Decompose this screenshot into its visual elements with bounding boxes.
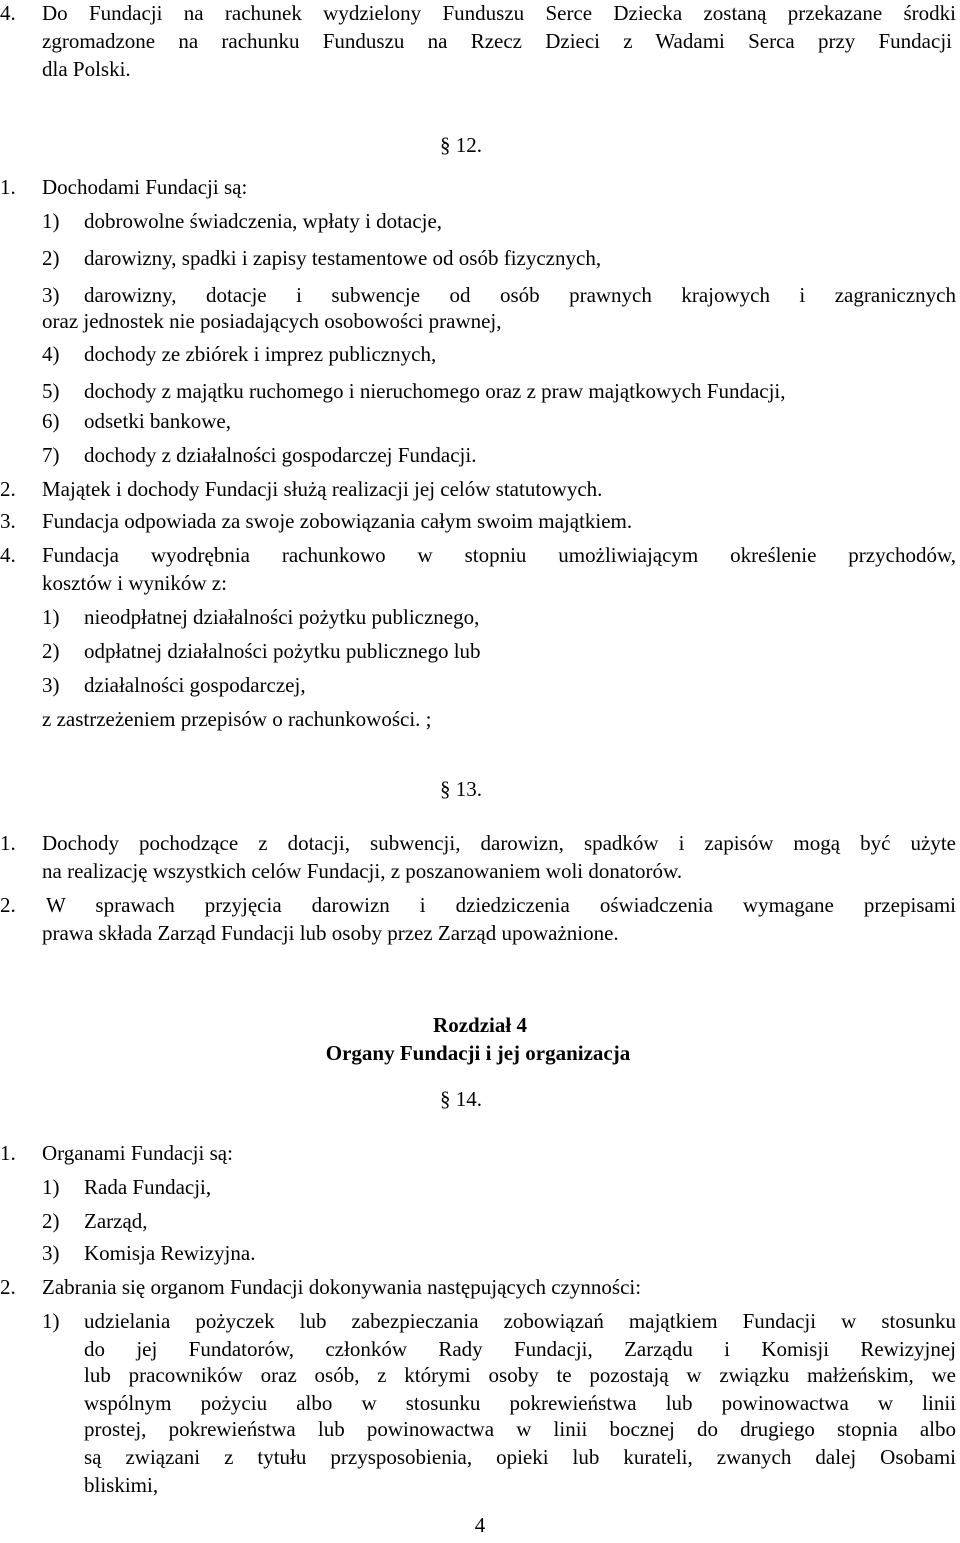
item-number: 1. bbox=[0, 1141, 16, 1165]
subitem-number: 1) bbox=[42, 1309, 60, 1333]
item-text: Dochodami Fundacji są: bbox=[42, 175, 248, 199]
subitem-text: do jej Fundatorów, członków Rady Fundacji, Zarządu i Komisji Rewizyjnej bbox=[84, 1337, 956, 1361]
subitem-text: darowizny, spadki i zapisy testamentowe od osób fizycznych, bbox=[84, 246, 602, 270]
subitem-text: odpłatnej działalności pożytku publicznego lub bbox=[84, 639, 481, 663]
subitem-number: 6) bbox=[42, 409, 60, 433]
page-number: 4 bbox=[474, 1513, 486, 1537]
subitem-text: lub pracowników oraz osób, z którymi osoby te pozostają w związku małżeńskim, we bbox=[84, 1363, 956, 1387]
section-sign: § 14. bbox=[440, 1087, 482, 1111]
subitem-text: dochody z majątku ruchomego i nieruchomego oraz z praw majątkowych Fundacji, bbox=[84, 379, 786, 403]
item-text: Majątek i dochody Fundacji służą realizacji jej celów statutowych. bbox=[42, 477, 603, 501]
item-number: 2. bbox=[0, 1275, 16, 1299]
subitem-number: 3) bbox=[42, 283, 60, 307]
subitem-text: są związani z tytułu przysposobienia, opieki lub kurateli, zwanych dalej Osobami bbox=[84, 1445, 956, 1469]
subitem-number: 2) bbox=[42, 246, 60, 270]
item-text: W sprawach przyjęcia darowizn i dziedziczenia oświadczenia wymagane przepisami bbox=[46, 893, 956, 917]
item-number: 2. bbox=[0, 893, 16, 917]
subitem-text: Komisja Rewizyjna. bbox=[84, 1241, 256, 1265]
subitem-text: dochody ze zbiórek i imprez publicznych, bbox=[84, 342, 437, 366]
item-text: Zabrania się organom Fundacji dokonywania następujących czynności: bbox=[42, 1275, 642, 1299]
subitem-text: dochody z działalności gospodarczej Fundacji. bbox=[84, 443, 477, 467]
item-number: 2. bbox=[0, 477, 16, 501]
subitem-number: 2) bbox=[42, 1209, 60, 1233]
subitem-text: udzielania pożyczek lub zabezpieczania zobowiązań majątkiem Fundacji w stosunku bbox=[84, 1309, 956, 1333]
item-text: Dochody pochodzące z dotacji, subwencji, darowizn, spadków i zapisów mogą być użyte bbox=[42, 831, 956, 855]
item-text: na realizację wszystkich celów Fundacji, z poszanowaniem woli donatorów. bbox=[42, 859, 683, 883]
section-sign: § 12. bbox=[440, 133, 482, 157]
subitem-number: 3) bbox=[42, 1241, 60, 1265]
subitem-number: 1) bbox=[42, 605, 60, 629]
subitem-number: 7) bbox=[42, 443, 60, 467]
subitem-text: działalności gospodarczej, bbox=[84, 673, 306, 697]
subitem-text: Zarząd, bbox=[84, 1209, 148, 1233]
subitem-number: 1) bbox=[42, 1175, 60, 1199]
item-text: Fundacja wyodrębnia rachunkowo w stopniu umożliwiającym określenie przychodów, bbox=[42, 543, 956, 567]
subitem-text: prostej, pokrewieństwa lub powinowactwa w linii bocznej do drugiego stopnia albo bbox=[84, 1417, 956, 1441]
subitem-text: bliskimi, bbox=[84, 1473, 159, 1497]
subitem-text: oraz jednostek nie posiadających osobowości prawnej, bbox=[42, 309, 502, 333]
paragraph-line: zgromadzone na rachunku Funduszu na Rzecz Dzieci z Wadami Serca przy Fundacji bbox=[42, 29, 952, 53]
chapter-subtitle: Organy Fundacji i jej organizacja bbox=[325, 1041, 631, 1065]
subitem-number: 2) bbox=[42, 639, 60, 663]
item-number: 1. bbox=[0, 175, 16, 199]
item-number: 4. bbox=[0, 1, 16, 25]
item-number: 3. bbox=[0, 509, 16, 533]
subitem-number: 1) bbox=[42, 209, 60, 233]
item-number: 1. bbox=[0, 831, 16, 855]
subitem-text: dobrowolne świadczenia, wpłaty i dotacje, bbox=[84, 209, 443, 233]
item-text: Fundacja odpowiada za swoje zobowiązania całym swoim majątkiem. bbox=[42, 509, 633, 533]
subitem-text: wspólnym pożyciu albo w stosunku pokrewieństwa lub powinowactwa w linii bbox=[84, 1391, 956, 1415]
subitem-text: darowizny, dotacje i subwencje od osób prawnych krajowych i zagranicznych bbox=[84, 283, 956, 307]
item-text: Organami Fundacji są: bbox=[42, 1141, 233, 1165]
subitem-number: 4) bbox=[42, 342, 60, 366]
item-text: prawa składa Zarząd Fundacji lub osoby przez Zarząd upoważnione. bbox=[42, 921, 619, 945]
closing-text: z zastrzeżeniem przepisów o rachunkowości. ; bbox=[42, 707, 432, 731]
item-text: kosztów i wyników z: bbox=[42, 571, 227, 595]
section-sign: § 13. bbox=[440, 777, 482, 801]
subitem-text: nieodpłatnej działalności pożytku publicznego, bbox=[84, 605, 480, 629]
paragraph-line: dla Polski. bbox=[42, 57, 131, 81]
subitem-number: 5) bbox=[42, 379, 60, 403]
subitem-number: 3) bbox=[42, 673, 60, 697]
paragraph-line: Do Fundacji na rachunek wydzielony Funduszu Serce Dziecka zostaną przekazane środki bbox=[42, 1, 956, 25]
subitem-text: odsetki bankowe, bbox=[84, 409, 231, 433]
subitem-text: Rada Fundacji, bbox=[84, 1175, 212, 1199]
item-number: 4. bbox=[0, 543, 16, 567]
chapter-title: Rozdział 4 bbox=[433, 1013, 527, 1037]
